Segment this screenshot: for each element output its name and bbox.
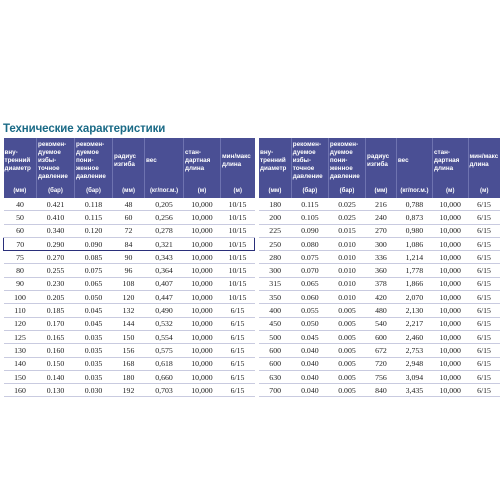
table-row (4, 198, 255, 211)
table-row (259, 330, 500, 343)
unit-header: (бар) (328, 184, 365, 198)
table-cell: 10,000 (432, 251, 468, 264)
table-cell: 0,364 (145, 264, 184, 277)
table-cell: 350 (259, 291, 291, 304)
table-cell: 10,000 (432, 370, 468, 383)
table-cell: 0,321 (145, 237, 184, 250)
table-cell: 60 (113, 211, 145, 224)
column-header: вес (145, 138, 184, 184)
table-cell: 10,000 (184, 237, 221, 250)
table-cell: 6/15 (468, 198, 500, 211)
table-cell: 0.130 (37, 384, 75, 397)
table-cell: 0.025 (328, 198, 365, 211)
table-cell: 0.090 (291, 224, 328, 237)
table-cell: 0.065 (291, 277, 328, 290)
table-cell: 10,000 (184, 330, 221, 343)
table-cell: 0.070 (291, 264, 328, 277)
table-cell: 10/15 (221, 237, 255, 250)
table-cell: 0.035 (75, 370, 113, 383)
table-cell: 6/15 (468, 370, 500, 383)
table-cell: 10,000 (432, 291, 468, 304)
table-cell: 10/15 (221, 251, 255, 264)
table-row (4, 317, 255, 330)
table-cell: 500 (259, 330, 291, 343)
table-row (259, 357, 500, 370)
table-cell: 0.050 (75, 291, 113, 304)
table-cell: 0.150 (37, 357, 75, 370)
table-cell: 132 (113, 304, 145, 317)
table-row (259, 237, 500, 250)
table-cell: 0.035 (75, 330, 113, 343)
table-cell: 10,000 (184, 198, 221, 211)
table-row (4, 344, 255, 357)
table-cell: 540 (366, 317, 397, 330)
table-cell: 0,256 (145, 211, 184, 224)
table-cell: 6/15 (221, 357, 255, 370)
table-cell: 10/15 (221, 264, 255, 277)
table-cell: 10,000 (184, 304, 221, 317)
table-cell: 0.118 (75, 198, 113, 211)
table-row (4, 304, 255, 317)
table-cell: 0.010 (328, 264, 365, 277)
unit-header: (м) (468, 184, 500, 198)
table-cell: 600 (259, 344, 291, 357)
table-row (259, 211, 500, 224)
table-cell: 0.340 (37, 224, 75, 237)
table-cell: 3,435 (396, 384, 432, 397)
table-cell: 0,447 (145, 291, 184, 304)
table-cell: 2,948 (396, 357, 432, 370)
table-cell: 0.025 (328, 211, 365, 224)
table-cell: 0.205 (37, 291, 75, 304)
table-cell: 108 (113, 277, 145, 290)
table-cell: 10,000 (432, 277, 468, 290)
table-cell: 0.120 (75, 224, 113, 237)
table-row (4, 264, 255, 277)
table-cell: 756 (366, 370, 397, 383)
table-cell: 2,217 (396, 317, 432, 330)
table-cell: 0.010 (328, 251, 365, 264)
table-cell: 125 (4, 330, 37, 343)
table-cell: 75 (4, 251, 37, 264)
table-cell: 110 (4, 304, 37, 317)
table-cell: 6/15 (221, 317, 255, 330)
table-cell: 0.045 (75, 317, 113, 330)
table-row (4, 224, 255, 237)
column-header: вну- тренний диаметр (259, 138, 291, 184)
table-cell: 6/15 (468, 344, 500, 357)
table-cell: 0.060 (291, 291, 328, 304)
column-header: рекомен- дуемое избы- точное давление (37, 138, 75, 184)
table-cell: 0.055 (291, 304, 328, 317)
table-row (4, 330, 255, 343)
table-cell: 630 (259, 370, 291, 383)
table-row (259, 344, 500, 357)
table-cell: 672 (366, 344, 397, 357)
specs-table (3, 138, 255, 397)
table-cell: 0,278 (145, 224, 184, 237)
table-cell: 40 (4, 198, 37, 211)
table-cell: 216 (366, 198, 397, 211)
table-cell: 0,343 (145, 251, 184, 264)
unit-header: (кг/пог.м.) (145, 184, 184, 198)
table-cell: 360 (366, 264, 397, 277)
table-cell: 10,000 (432, 304, 468, 317)
column-header: мин/макс длина (221, 138, 255, 184)
table-cell: 6/15 (221, 370, 255, 383)
table-cell: 0.140 (37, 370, 75, 383)
table-row (4, 291, 255, 304)
table-cell: 0.005 (328, 384, 365, 397)
table-cell: 120 (113, 291, 145, 304)
unit-header: (м) (432, 184, 468, 198)
table-cell: 0,660 (145, 370, 184, 383)
table-cell: 10,000 (432, 264, 468, 277)
table-cell: 300 (259, 264, 291, 277)
table-cell: 0.075 (291, 251, 328, 264)
specs-table-right (259, 138, 500, 397)
table-cell: 70 (4, 237, 37, 250)
table-cell: 48 (113, 198, 145, 211)
unit-header: (м) (221, 184, 255, 198)
table-cell: 6/15 (468, 251, 500, 264)
table-cell: 150 (4, 370, 37, 383)
table-cell: 180 (259, 198, 291, 211)
table-cell: 96 (113, 264, 145, 277)
table-cell: 10,000 (184, 370, 221, 383)
table-cell: 180 (113, 370, 145, 383)
table-cell: 0.010 (328, 291, 365, 304)
table-row (259, 304, 500, 317)
table-cell: 6/15 (221, 304, 255, 317)
table-cell: 10,000 (432, 317, 468, 330)
table-cell: 6/15 (468, 384, 500, 397)
table-row (4, 357, 255, 370)
table-cell: 450 (259, 317, 291, 330)
table-row (4, 277, 255, 290)
table-cell: 0.080 (291, 237, 328, 250)
table-cell: 0.040 (291, 344, 328, 357)
table-cell: 6/15 (221, 384, 255, 397)
table-row (259, 224, 500, 237)
table-cell: 6/15 (468, 264, 500, 277)
table-cell: 0.115 (291, 198, 328, 211)
table-cell: 0.421 (37, 198, 75, 211)
table-cell: 0.090 (75, 237, 113, 250)
table-cell: 2,070 (396, 291, 432, 304)
table-cell: 0.290 (37, 237, 75, 250)
table-cell: 2,753 (396, 344, 432, 357)
table-cell: 0.050 (291, 317, 328, 330)
table-cell: 0,490 (145, 304, 184, 317)
table-cell: 0,205 (145, 198, 184, 211)
table-cell: 200 (259, 211, 291, 224)
table-cell: 0.005 (328, 330, 365, 343)
column-header: вну- тренний диаметр (4, 138, 37, 184)
table-cell: 0,618 (145, 357, 184, 370)
table-cell: 0.005 (328, 370, 365, 383)
table-row (259, 198, 500, 211)
column-header: мин/макс длина (468, 138, 500, 184)
table-cell: 3,094 (396, 370, 432, 383)
units-row (259, 184, 500, 198)
table-row (259, 370, 500, 383)
table-row (259, 251, 500, 264)
table-cell: 0,873 (396, 211, 432, 224)
header-row (259, 138, 500, 184)
table-cell: 192 (113, 384, 145, 397)
table-cell: 0,554 (145, 330, 184, 343)
table-cell: 315 (259, 277, 291, 290)
table-cell: 10/15 (221, 198, 255, 211)
table-cell: 10/15 (221, 277, 255, 290)
table-cell: 6/15 (468, 224, 500, 237)
unit-header: (мм) (259, 184, 291, 198)
column-header: радиус изгиба (113, 138, 145, 184)
table-cell: 6/15 (468, 357, 500, 370)
unit-header: (мм) (366, 184, 397, 198)
table-cell: 0.040 (291, 357, 328, 370)
table-cell: 10,000 (432, 211, 468, 224)
unit-header: (м) (184, 184, 221, 198)
table-row (259, 317, 500, 330)
table-cell: 0.165 (37, 330, 75, 343)
table-cell: 0.040 (291, 384, 328, 397)
column-header: рекомен- дуемое пони- женное давление (75, 138, 113, 184)
table-cell: 0,407 (145, 277, 184, 290)
table-cell: 1,086 (396, 237, 432, 250)
table-cell: 0.075 (75, 264, 113, 277)
table-cell: 10/15 (221, 224, 255, 237)
table-cell: 720 (366, 357, 397, 370)
table-cell: 50 (4, 211, 37, 224)
table-cell: 10,000 (184, 317, 221, 330)
table-cell: 10,000 (432, 357, 468, 370)
table-cell: 6/15 (468, 304, 500, 317)
specs-table (259, 138, 500, 397)
table-cell: 10,000 (432, 330, 468, 343)
unit-header: (бар) (75, 184, 113, 198)
table-cell: 144 (113, 317, 145, 330)
table-cell: 0.035 (75, 357, 113, 370)
table-row (259, 291, 500, 304)
table-body (259, 198, 500, 397)
table-cell: 840 (366, 384, 397, 397)
table-cell: 2,130 (396, 304, 432, 317)
table-cell: 6/15 (468, 330, 500, 343)
table-cell: 0,532 (145, 317, 184, 330)
table-cell: 300 (366, 237, 397, 250)
table-cell: 6/15 (221, 344, 255, 357)
table-cell: 10,000 (184, 264, 221, 277)
table-cell: 280 (259, 251, 291, 264)
table-cell: 0.005 (328, 357, 365, 370)
table-cell: 10,000 (184, 291, 221, 304)
table-cell: 0.045 (75, 304, 113, 317)
header-row (4, 138, 255, 184)
table-cell: 10,000 (184, 224, 221, 237)
unit-header: (бар) (37, 184, 75, 198)
column-header: радиус изгиба (366, 138, 397, 184)
table-cell: 10,000 (432, 237, 468, 250)
units-row (4, 184, 255, 198)
table-row (4, 370, 255, 383)
unit-header: (мм) (113, 184, 145, 198)
table-cell: 0.255 (37, 264, 75, 277)
table-cell: 10,000 (184, 344, 221, 357)
table-row (259, 264, 500, 277)
table-cell: 0.035 (75, 344, 113, 357)
table-cell: 160 (4, 384, 37, 397)
table-cell: 600 (259, 357, 291, 370)
table-cell: 6/15 (468, 211, 500, 224)
column-header: рекомен- дуемое избы- точное давление (291, 138, 328, 184)
table-cell: 90 (113, 251, 145, 264)
table-cell: 10/15 (221, 291, 255, 304)
table-cell: 0.270 (37, 251, 75, 264)
table-cell: 10,000 (184, 357, 221, 370)
page-title: Технические характеристики (3, 123, 166, 135)
table-cell: 6/15 (468, 291, 500, 304)
table-cell: 600 (366, 330, 397, 343)
table-cell: 10,000 (184, 277, 221, 290)
column-header: рекомен- дуемое пони- женное давление (328, 138, 365, 184)
table-cell: 72 (113, 224, 145, 237)
table-cell: 336 (366, 251, 397, 264)
table-cell: 6/15 (221, 330, 255, 343)
table-cell: 60 (4, 224, 37, 237)
table-cell: 10,000 (184, 384, 221, 397)
table-cell: 130 (4, 344, 37, 357)
table-row (4, 211, 255, 224)
table-cell: 6/15 (468, 277, 500, 290)
table-cell: 0.170 (37, 317, 75, 330)
table-cell: 0,980 (396, 224, 432, 237)
table-cell: 0,788 (396, 198, 432, 211)
table-cell: 1,778 (396, 264, 432, 277)
table-cell: 0.160 (37, 344, 75, 357)
table-cell: 240 (366, 211, 397, 224)
table-cell: 400 (259, 304, 291, 317)
table-cell: 10,000 (432, 198, 468, 211)
table-cell: 0.010 (328, 237, 365, 250)
unit-header: (бар) (291, 184, 328, 198)
table-cell: 0.045 (291, 330, 328, 343)
table-cell: 10,000 (432, 384, 468, 397)
table-cell: 0.005 (328, 304, 365, 317)
table-cell: 420 (366, 291, 397, 304)
column-header: стан- дартная длина (184, 138, 221, 184)
table-cell: 0.040 (291, 370, 328, 383)
column-header: стан- дартная длина (432, 138, 468, 184)
table-cell: 250 (259, 237, 291, 250)
table-cell: 378 (366, 277, 397, 290)
table-cell: 1,866 (396, 277, 432, 290)
table-cell: 700 (259, 384, 291, 397)
table-cell: 80 (4, 264, 37, 277)
table-row (259, 277, 500, 290)
table-cell: 156 (113, 344, 145, 357)
table-cell: 0,575 (145, 344, 184, 357)
table-cell: 90 (4, 277, 37, 290)
table-cell: 150 (113, 330, 145, 343)
table-cell: 2,460 (396, 330, 432, 343)
table-cell: 225 (259, 224, 291, 237)
table-cell: 120 (4, 317, 37, 330)
table-cell: 270 (366, 224, 397, 237)
table-cell: 0.410 (37, 211, 75, 224)
table-row (4, 237, 255, 250)
table-row (259, 384, 500, 397)
table-cell: 0.065 (75, 277, 113, 290)
table-cell: 10/15 (221, 211, 255, 224)
table-cell: 10,000 (432, 224, 468, 237)
table-cell: 10,000 (184, 251, 221, 264)
table-cell: 0.115 (75, 211, 113, 224)
table-cell: 0.085 (75, 251, 113, 264)
table-cell: 0.105 (291, 211, 328, 224)
table-cell: 0.185 (37, 304, 75, 317)
table-cell: 6/15 (468, 237, 500, 250)
table-row (4, 251, 255, 264)
unit-header: (кг/пог.м.) (396, 184, 432, 198)
table-cell: 10,000 (184, 211, 221, 224)
table-cell: 1,214 (396, 251, 432, 264)
table-cell: 0.030 (75, 384, 113, 397)
table-cell: 140 (4, 357, 37, 370)
table-cell: 168 (113, 357, 145, 370)
table-cell: 0.015 (328, 224, 365, 237)
table-cell: 0.010 (328, 277, 365, 290)
column-header: вес (396, 138, 432, 184)
table-cell: 0.230 (37, 277, 75, 290)
table-cell: 84 (113, 237, 145, 250)
table-cell: 0.005 (328, 344, 365, 357)
table-row (4, 384, 255, 397)
table-cell: 0.005 (328, 317, 365, 330)
table-cell: 10,000 (432, 344, 468, 357)
table-cell: 100 (4, 291, 37, 304)
table-body (4, 198, 255, 397)
specs-table-left (3, 138, 255, 397)
unit-header: (мм) (4, 184, 37, 198)
table-cell: 6/15 (468, 317, 500, 330)
table-cell: 0,703 (145, 384, 184, 397)
table-cell: 480 (366, 304, 397, 317)
